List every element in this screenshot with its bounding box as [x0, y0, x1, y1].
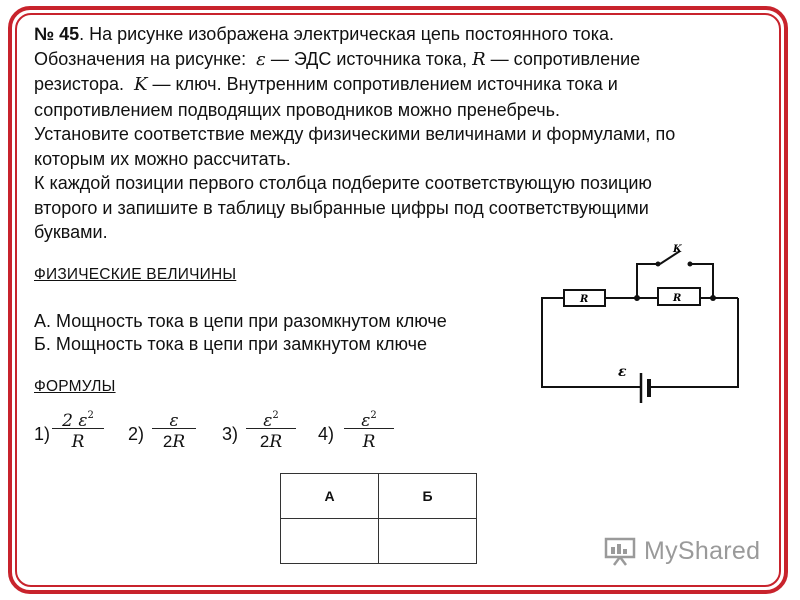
circuit-diagram	[530, 235, 750, 410]
r-description-cont: резистора.	[34, 74, 125, 94]
task-line-1	[34, 22, 764, 47]
fraction	[344, 404, 394, 453]
r-symbol: R	[472, 48, 486, 70]
resistor-2-label: R	[673, 293, 682, 304]
answer-header-a: А	[281, 474, 379, 519]
wire-right	[650, 298, 738, 387]
task-line-2	[34, 47, 764, 73]
task-intro: . На рисунке изображена электрическая цепь постоянного тока.	[79, 24, 614, 44]
fraction	[52, 404, 104, 453]
answer-cell-a[interactable]	[281, 519, 379, 564]
formula-label: 1)	[34, 424, 51, 444]
junction-left	[634, 295, 640, 301]
denominator	[363, 429, 376, 453]
num-symbol: ε	[78, 411, 88, 431]
task-line-7: К каждой позиции первого столбца подберите соответствующую позицию	[34, 173, 652, 193]
task-line-4: сопротивлением подводящих проводников можно пренебречь.	[34, 99, 560, 120]
fraction	[246, 404, 296, 453]
numerator	[62, 404, 94, 431]
answer-cell-b[interactable]	[379, 519, 477, 564]
resistor-1-label: R	[580, 294, 589, 305]
answer-value-row	[281, 519, 477, 564]
numerator	[169, 404, 179, 431]
key-contact-right	[688, 262, 693, 267]
quantity-a: А. Мощность тока в цепи при разомкнутом ключе	[34, 311, 447, 331]
task-line-9: буквами.	[34, 222, 108, 242]
formula-label: 2)	[128, 424, 145, 444]
task-number: № 45	[34, 24, 80, 44]
watermark-text: MyShared	[644, 536, 761, 565]
task-line-6: которым их можно рассчитать.	[34, 148, 291, 169]
task-line-5: Установите соответствие между физическими величинами и формулами, по	[34, 124, 676, 144]
den-symbol: R	[362, 432, 376, 452]
den-symbol: R	[172, 432, 186, 452]
k-symbol: K	[134, 74, 148, 95]
emf-label: ε	[618, 364, 627, 380]
answer-header-row	[281, 474, 477, 519]
junction-right	[710, 295, 716, 301]
denominator	[260, 429, 282, 453]
numerator	[263, 404, 279, 431]
task-text	[34, 22, 764, 245]
quantities-heading: ФИЗИЧЕСКИЕ ВЕЛИЧИНЫ	[34, 266, 237, 283]
num-symbol: ε	[169, 411, 179, 431]
formula-label: 3)	[222, 424, 239, 444]
key-contact-left	[656, 262, 661, 267]
num-power: 2	[370, 410, 377, 421]
k-description: — ключ. Внутренним сопротивлением источника тока и	[152, 74, 618, 94]
denominator	[163, 429, 185, 453]
legend-prefix: Обозначения на рисунке:	[34, 48, 247, 69]
den-symbol: R	[269, 432, 283, 452]
quantity-b: Б. Мощность тока в цепи при замкнутом ключе	[34, 334, 427, 354]
wire-key-left	[637, 264, 656, 298]
formulas-heading: ФОРМУЛЫ	[34, 378, 116, 395]
numerator	[361, 404, 377, 431]
answer-table	[280, 473, 477, 564]
key-label: K	[673, 244, 682, 255]
num-power: 2	[87, 410, 94, 421]
watermark	[604, 536, 760, 566]
den-symbol: R	[71, 432, 85, 452]
emf-symbol: ε	[256, 48, 266, 70]
presentation-icon	[604, 536, 638, 566]
emf-description: — ЭДС источника тока,	[270, 48, 468, 69]
r-description: — сопротивление	[490, 48, 641, 69]
formula-label: 4)	[318, 424, 335, 444]
answer-header-b: Б	[379, 474, 477, 519]
task-line-3	[34, 72, 764, 98]
task-line-8: второго и запишите в таблицу выбранные цифры под соответствующими	[34, 197, 649, 218]
num-coef: 2	[62, 411, 79, 431]
num-power: 2	[272, 410, 279, 421]
num-symbol: ε	[361, 411, 371, 431]
num-symbol: ε	[263, 411, 273, 431]
fraction	[152, 404, 196, 453]
den-coef: 2	[162, 432, 173, 451]
denominator	[72, 429, 85, 453]
den-coef: 2	[259, 432, 270, 451]
